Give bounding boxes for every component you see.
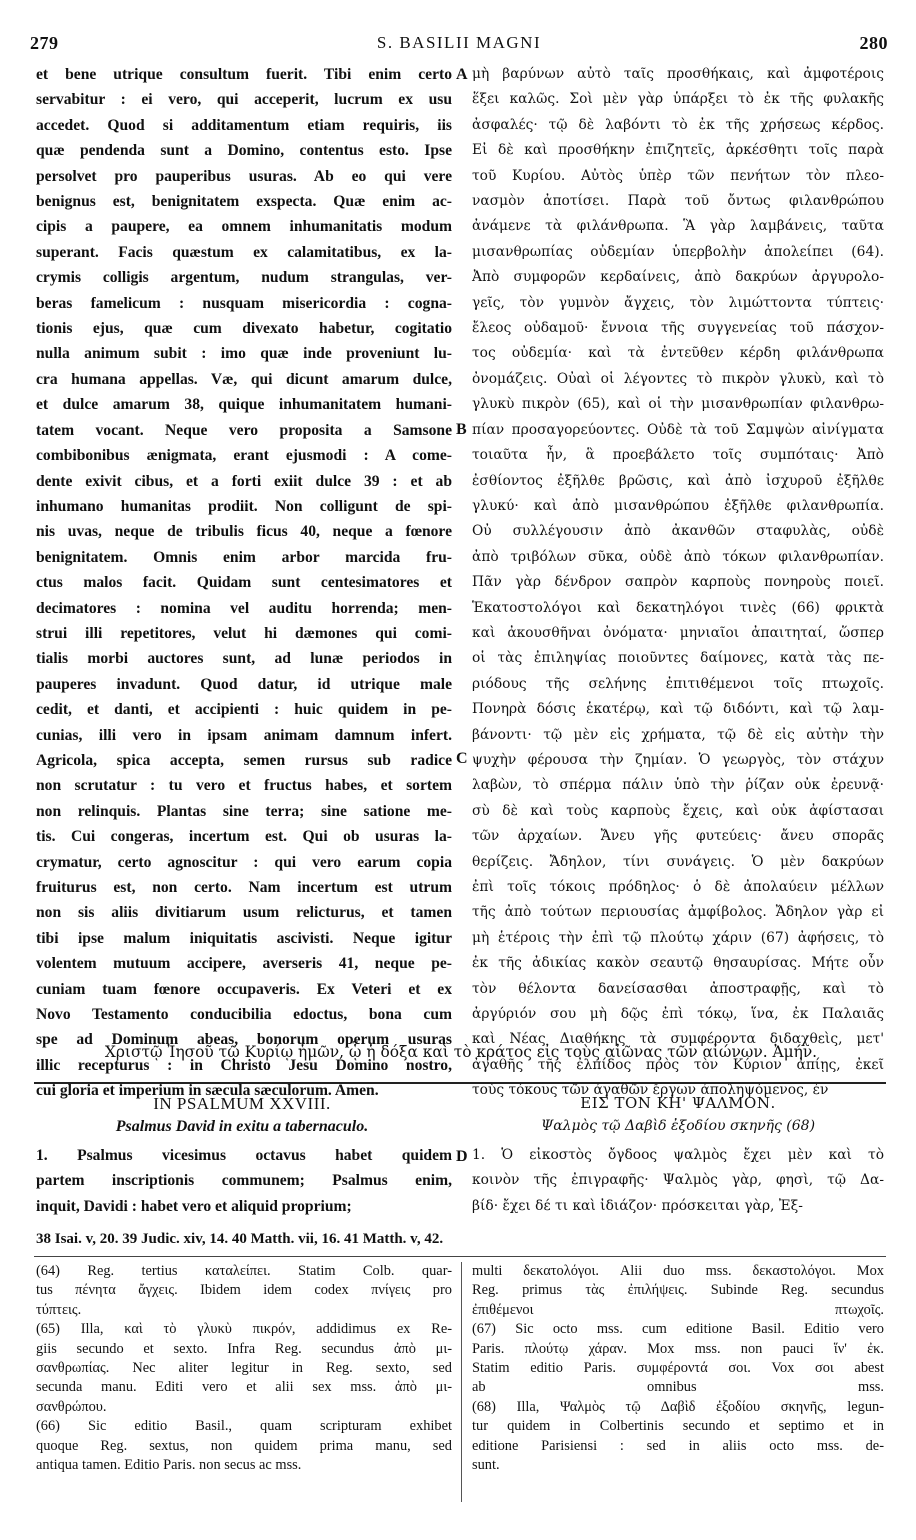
page-number-left: 279 <box>30 32 59 53</box>
greek-text-line: ἔλεος οὐδαμοῦ· ἔννοια τῆς συγγενείας τοῦ πάσχον- <box>472 320 884 337</box>
greek-text-line: τὸν θέλοντα δανείσασθαι ἀποστραφῇς, καὶ τὸ <box>472 980 884 997</box>
latin-text-line: non sis aliis divitiarum usum relicturus, et tamen <box>36 904 452 922</box>
latin-text-line: spe ad Dominum abeas, bonorum operum usuras <box>36 1031 452 1049</box>
margin-marker-b: B <box>456 421 467 438</box>
footnote-line: giis secundo et sexto. Infra Reg. secundus ἀπὸ μι- <box>36 1340 452 1357</box>
latin-text-line: ctus malos facit. Quidam sunt centesimatores et <box>36 574 452 592</box>
latin-section-line: 1. Psalmus vicesimus octavus habet quidem <box>36 1147 452 1164</box>
running-title: S. BASILII MAGNI <box>376 33 542 52</box>
footnote-line: multi δεκατολόγοι. Alii duo mss. δεκαστολόγοι. Mox <box>472 1263 884 1279</box>
footnote-line: σανθρώπου. <box>36 1398 107 1415</box>
footnote-line: (64) Reg. tertius καταλείπει. Statim Colb. quar- <box>36 1263 452 1279</box>
latin-text-line: pauperes invadunt. Quod datur, id utrique male <box>36 675 452 693</box>
greek-text-line: ὀνομάζεις. Οὐαὶ οἱ λέγοντες τὸ πικρὸν γλυκὺ, καὶ τὸ <box>472 370 884 387</box>
notes-column-rule <box>461 1262 462 1502</box>
latin-text-line: non scrutatur : tu vero et fructus habes, et sortem <box>36 777 452 795</box>
footnote-line: τύπτεις. <box>36 1301 82 1318</box>
footnote-line: sunt. <box>472 1457 500 1474</box>
footnotes-left <box>36 1262 452 1475</box>
latin-text-line: beras famelicum : nusquam misericordia : cogna- <box>36 294 452 312</box>
greek-section-line: 1. Ὁ εἰκοστὸς ὄγδοος ψαλμὸς ἔχει μὲν καὶ τὸ <box>472 1147 884 1163</box>
greek-text-line: τῶν ἀρχαίων. Ἄνευ γῆς φυτεύεις· ἄνευ σπορᾶς <box>472 828 884 845</box>
latin-text-line: illic recepturus : in Christo Jesu Domino nostro, <box>36 1056 452 1074</box>
greek-text-line: γεῖς, τὸν γυμνὸν ἄγχεις, τὸν λιμώττοντα τύπτεις· <box>472 294 884 311</box>
greek-text-line: νασμὸν ἀποτίσει. Παρὰ τοῦ ὄντως φιλανθρώπου <box>472 193 884 210</box>
greek-text-line: ἕξει καλῶς. Σοὶ μὲν γὰρ ὑπάρξει τὸ ἐκ τῆς φυλακῆς <box>472 91 884 108</box>
greek-text-line: καὶ ἀκουσθῆναι ὀνόματα· μηνιαῖοι ἀπαιτηταί, ὥσπερ <box>472 624 884 641</box>
latin-text-line: accedet. Quod si additamentum etiam requiris, iis <box>36 116 452 134</box>
footnote-line: Statim editio Paris. συμφέροντά σοι. Vox σοι abest <box>472 1360 884 1377</box>
latin-text-line: quæ pendenda sunt a Domino, contentus esto. Ipse <box>36 142 452 160</box>
latin-text-line: Agricola, spica accepta, semen rursus sub radice <box>36 751 452 769</box>
greek-text-line: Ἀπὸ συμφορῶν κερδαίνεις, ἀπὸ δακρύων ἀργυρολο- <box>472 269 884 286</box>
latin-text-line: tionis ejus, quæ cum divexato habetur, cogitatio <box>36 320 452 338</box>
greek-section-line: κοινὸν τῆς ἐπιγραφῆς· Ψαλμὸς γὰρ, φησὶ, τῷ Δα- <box>472 1172 884 1189</box>
margin-marker-d: D <box>456 1148 468 1165</box>
footnote-line: (65) Illa, καὶ τὸ γλυκὺ πικρόν, addidimus ex Re- <box>36 1321 452 1338</box>
footnote-line: σανθρωπίας. Nec aliter legitur in Reg. sexto, sed <box>36 1360 452 1377</box>
notes-divider <box>34 1256 886 1257</box>
greek-text-line: ἐσθίοντος ἐξῆλθε βρῶσις, καὶ ἀπὸ ἰσχυροῦ ἐξῆλθε <box>472 472 884 489</box>
latin-text-line: servabitur : ei vero, qui acceperit, lucrum ex usu <box>36 91 452 109</box>
greek-text-line: οἱ τὰς ἐπιληψίας ποιοῦντες δαίμονες, κατὰ τὰς πε- <box>472 650 884 667</box>
margin-marker-a: A <box>456 66 468 83</box>
section-heading-greek: ΕΙΣ ΤΟΝ ΚΗ' ΨΑΛΜΟΝ. <box>580 1094 776 1112</box>
latin-column <box>36 62 452 1104</box>
greek-text-line: Ἑκατοστολόγοι καὶ δεκατηλόγοι τινὲς (66) φρικτὰ <box>472 599 884 616</box>
latin-text-line: crymatur, certo agnoscitur : qui vero earum copia <box>36 853 452 871</box>
greek-text-line: γλυκὺ πικρὸν (65), καὶ οἱ τὴν μισανθρωπίαν φιλανθρω- <box>472 396 884 413</box>
greek-text-line: Πᾶν γὰρ δένδρον σαπρὸν καρποὺς πονηροὺς ποιεῖ. <box>472 574 884 591</box>
latin-text-line: crymis colligis argentum, nudum strangulas, ver- <box>36 269 452 287</box>
section-subtitle-latin: Psalmus David in exitu a tabernaculo. <box>115 1118 369 1135</box>
greek-text-line: Εἰ δὲ καὶ προσθήκην ἐπιζητεῖς, ἀρκέσθητι τοῖς παρὰ <box>472 142 884 159</box>
greek-text-line: καὶ Νέας Διαθήκης τὰ συμφέροντα διδαχθεὶς, μετ' <box>472 1031 884 1048</box>
latin-text-line: Novo Testamento conducibilia edoctus, bona cum <box>36 1006 452 1024</box>
greek-text-line: Πονηρὰ δόσις ἑκατέρῳ, καὶ τῷ διδόντι, καὶ τῷ λαμ- <box>472 701 884 718</box>
section-subtitle-greek: Ψαλμὸς τῷ Δαβὶδ ἐξοδίου σκηνῆς (68) <box>540 1118 816 1134</box>
footnote-line: secunda manu. Editi vero et alii sex mss. ἀπὸ μι- <box>36 1379 452 1396</box>
latin-text-line: volentem mutuum accipere, averseris 41, neque pe- <box>36 955 452 973</box>
greek-text-line: ἀπὸ τριβόλων σῦκα, οὐδὲ ἀπὸ τόκων φιλανθρωπίαν. <box>472 548 884 565</box>
footnote-line: (67) Sic octo mss. cum editione Basil. Editio vero <box>472 1321 884 1338</box>
greek-text-line: γλυκύ· καὶ ἀπὸ μισανθρώπου ἐξῆλθε φιλανθρωπία. <box>472 497 884 514</box>
latin-text-line: et bene utrique consultum fuerit. Tibi enim certo <box>36 66 452 83</box>
margin-marker-c: C <box>456 750 468 767</box>
greek-text-line: ἐκ τῆς ἀδικίας κακὸν σεαυτῷ θησαυρίσας. Μήτε οὖν <box>472 955 884 972</box>
greek-section-line: βίδ· ἔχει δέ τι καὶ ἰδιάζον· πρόσκειται γὰρ, Ἐξ- <box>472 1197 803 1214</box>
greek-text-line: πίαν προσαγορεύοντες. Οὐδὲ τὰ τοῦ Σαμψὼν αἰνίγματα <box>472 421 884 438</box>
latin-text-line: tialis morbi auctores sunt, ad lunæ periodos in <box>36 650 452 668</box>
greek-text-line: ριόδους τῆς σελήνης ἐπιτιθέμενοι τοῖς πτωχοῖς. <box>472 675 884 692</box>
footnote-line: (66) Sic editio Basil., quam scripturam exhibet <box>36 1418 452 1435</box>
footnote-line: tur quidem in Colbertinis secundo et septimo et in <box>472 1418 884 1435</box>
footnote-line: editione Parisiensi : sed in aliis octo mss. de- <box>472 1437 884 1454</box>
latin-text-line: tis. Cui congeras, incertum est. Qui ob usuras la- <box>36 828 452 846</box>
greek-text-line: σὺ δὲ καὶ τοὺς καρποὺς ἔχεις, καὶ οὐκ ἀφίστασαι <box>472 802 884 819</box>
greek-closing-line: Χριστῷ Ἰησοῦ τῷ Κυρίῳ ἡμῶν, ᾧ ἡ δόξα καὶ τὸ κράτος εἰς τοὺς αἰῶνας τῶν αἰώνων. Ἀμήν. <box>104 1043 818 1061</box>
greek-text-line: ἀνάμενε τὰ φιλάνθρωπα. Ἃ γὰρ λαμβάνεις, ταῦτα <box>472 218 884 235</box>
greek-text-line: τος οὐδεμία· καὶ τὰ ἐντεῦθεν κέρδη φιλάνθρωπα <box>472 345 884 362</box>
greek-text-line: τοῦ Κυρίου. Αὐτὸς ὑπὲρ τῶν πενήτων τὸν πλεο- <box>472 167 884 184</box>
section-divider <box>34 1082 886 1084</box>
greek-text-line: μὴ βαρύνων αὐτὸ ταῖς προσθήκαις, καὶ ἀμφοτέροις <box>472 66 884 82</box>
greek-text-line: μισανθρωπίας οὐδεμίαν ὑπερβολὴν ἀπολείπει (64). <box>472 243 884 260</box>
latin-text-line: cui gloria et imperium in sæcula sæculorum. Amen. <box>36 1082 379 1100</box>
latin-text-line: benignus est, benignitatem exspecta. Quæ enim ac- <box>36 193 452 211</box>
greek-text-line: μὴ ἑτέροις τὴν ἐπὶ τῷ πλούτῳ χάριν (67) ἀφήσεις, τὸ <box>472 929 884 946</box>
footnote-line: Reg. primus τὰς ἐπιλήψεις. Subinde Reg. secundus <box>472 1282 884 1299</box>
greek-text-line: ἐπὶ τοῖς τόκοις πρόδηλος· ὁ δὲ ἀπολαύειν μέλλων <box>472 879 884 895</box>
latin-text-line: cuniam tuam fœnore occupaveris. Ex Veteri et ex <box>36 980 452 998</box>
greek-text-line: λαβὼν, τὸ σπέρμα πάλιν ὑπὸ τὴν ῥίζαν οὐκ ἐρευνᾷ· <box>472 777 884 794</box>
greek-text-line: τοιαῦτα ἦν, ἃ προεβάλετο τοῖς συμπόταις· Ἀπὸ <box>472 447 884 464</box>
latin-text-line: cipis a paupere, ea omnem inhumanitatis modum <box>36 218 452 236</box>
footnotes-right <box>472 1262 884 1475</box>
scripture-references: 38 Isai. v, 20. 39 Judic. xiv, 14. 40 Matth. vii, 16. 41 Matth. v, 42. <box>36 1231 444 1247</box>
latin-section-line: inquit, Davidi : habet vero et aliquid proprium; <box>36 1197 352 1215</box>
running-header <box>30 30 888 56</box>
page-number-right: 280 <box>859 32 888 53</box>
greek-text-line: ψυχὴν φέρουσα τὴν ζημίαν. Ὁ γεωργὸς, τὸν στάχυν <box>472 751 884 768</box>
latin-text-line: cunias, illi vero in ipsam animam damnum infert. <box>36 726 452 744</box>
greek-text-line: ἀσφαλές· τῷ δὲ λαβόντι τὸ ἐκ τῆς χρήσεως κέρδος. <box>472 116 884 133</box>
latin-text-line: tibi ipse malum iniquitatis ascivisti. Neque igitur <box>36 929 452 947</box>
latin-text-line: decimatores : nomina vel auditu horrenda; men- <box>36 599 452 617</box>
greek-text-line: τῆς ἀπὸ τούτων περιουσίας ἀμφίβολος. Ἄδηλον γὰρ εἰ <box>472 904 884 921</box>
latin-text-line: strui illi repetitores, velut hi dæmones qui comi- <box>36 624 452 642</box>
section-heading-latin: IN PSALMUM XXVIII. <box>153 1094 331 1113</box>
footnote-line: antiqua tamen. Editio Paris. non secus ac mss. <box>36 1457 302 1474</box>
latin-text-line: fruiturus est, non certo. Nam incertum est utrum <box>36 879 452 896</box>
greek-text-line: Οὐ συλλέγουσιν ἀπὸ ἀκανθῶν σταφυλὰς, οὐδὲ <box>472 523 884 540</box>
latin-section-line: partem inscriptionis communem; Psalmus enim, <box>36 1172 452 1190</box>
latin-text-line: nis uvas, neque de tribulis ficus 40, neque a fœnore <box>36 523 452 541</box>
section-body-latin <box>36 1143 452 1219</box>
greek-text-line: βάνοντι· τῷ μὲν εἰς χρήματα, τῷ δὲ εἰς αὐτὴν τὴν <box>472 726 884 743</box>
footnote-line: Paris. πλούτῳ χάραν. Mox mss. non pauci ἵν' ἐκ. <box>472 1340 884 1357</box>
latin-text-line: et dulce amarum 38, quique inhumanitatem humani- <box>36 396 452 414</box>
greek-column <box>472 62 884 1104</box>
footnote-line: quoque Reg. sextus, non quidem prima manu, sed <box>36 1437 452 1454</box>
latin-text-line: cedit, et danti, et accipienti : huic quidem in pe- <box>36 701 452 719</box>
greek-text-line: θερίζεις. Ἄδηλον, τίνι συνάγεις. Ὁ μὲν δακρύων <box>472 853 884 870</box>
latin-text-line: tatem vocant. Neque vero proposita a Samsone <box>36 421 452 439</box>
latin-text-line: inhumano humanitas prodiit. Non colligunt de spi- <box>36 497 452 515</box>
latin-text-line: non relinquis. Plantas sine terra; sine satione me- <box>36 802 452 820</box>
greek-text-line: τοὺς τόκους τῶν ἀγαθῶν ἔργων ἀποληψόμενος, ἐν <box>472 1082 829 1099</box>
latin-text-line: dente exivit cibus, et a forti exiit dulce 39 : et ab <box>36 472 452 490</box>
section-body-greek <box>472 1143 884 1219</box>
latin-text-line: persolvet pro pauperibus usuras. Ab eo qui vere <box>36 167 452 185</box>
latin-text-line: superant. Facis quæstum ex calamitatibus, ex la- <box>36 243 452 261</box>
footnote-line: tus πένητα ἄγχεις. Ibidem idem codex πνίγεις pro <box>36 1282 452 1299</box>
latin-text-line: cra humana appellas. Væ, qui dicunt amarum dulce, <box>36 370 452 388</box>
latin-text-line: nulla animum subit : imo quæ inde proveniunt lu- <box>36 345 452 363</box>
footnote-line: ἐπιθέμενοι πτωχοῖς. <box>472 1301 884 1318</box>
latin-text-line: combibonibus ænigmata, erant ejusmodi : A come- <box>36 447 452 465</box>
footnote-line: (68) Illa, Ψαλμὸς τῷ Δαβὶδ ἐξοδίου σκηνῆς, legun- <box>472 1398 884 1415</box>
footnote-line: ab omnibus mss. <box>472 1379 884 1396</box>
greek-text-line: ἀργύριόν σου μὴ δῷς ἐπὶ τόκῳ, ἵνα, ἐκ Παλαιᾶς <box>472 1006 884 1023</box>
latin-text-line: benignitatem. Omnis enim arbor marcida fru- <box>36 548 452 566</box>
greek-text-line: ἀγαθῆς τῆς ἐλπίδος πρὸς τὸν Κύριον ἀπίῃς, ἐκεῖ <box>472 1056 884 1073</box>
